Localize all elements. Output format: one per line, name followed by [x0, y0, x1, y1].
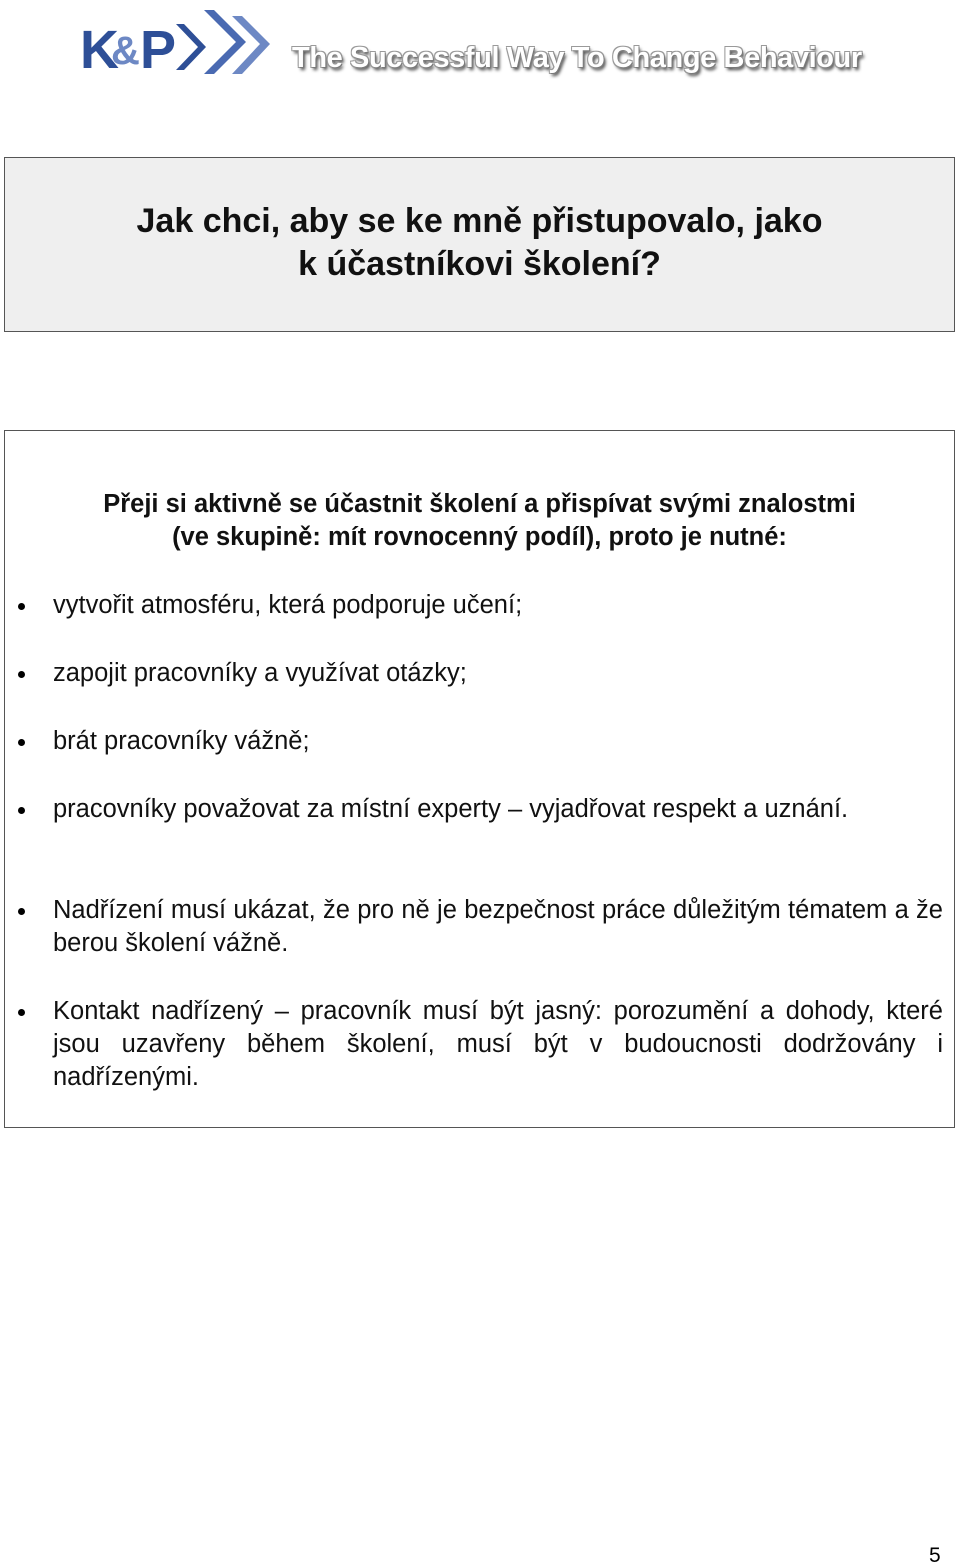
content-box: [4, 430, 955, 1128]
page-number: 5: [929, 1544, 941, 1567]
bullet-dot-icon: [18, 1009, 25, 1016]
title-line-2: k účastníkovi školení?: [298, 245, 661, 283]
bullet-dot-icon: [18, 603, 25, 610]
bullet-dot-icon: [18, 739, 25, 746]
kp-logo-letters: K: [80, 20, 113, 80]
bullet-dot-icon: [18, 908, 25, 915]
page-title: [5, 200, 954, 286]
list-item-text: Kontakt nadřízený – pracovník musí být jasný: porozumění a dohody, které jsou uzavřeny během školení, musí být v budoucnosti dodržovány i nadřízenými.: [53, 997, 943, 1091]
intro-line-1: Přeji si aktivně se účastnit školení a přispívat svými znalostmi: [103, 490, 856, 518]
kp-logo-p: P: [140, 20, 177, 80]
triple-chevron-arrows-icon: [176, 10, 270, 74]
list-item-text: pracovníky považovat za místní experty – vyjadřovat respekt a uznání.: [53, 795, 849, 823]
list-item-text: zapojit pracovníky a využívat otázky;: [53, 659, 467, 687]
list-item-text: vytvořit atmosféru, která podporuje učení;: [53, 591, 523, 619]
title-line-1: Jak chci, aby se ke mně přistupovalo, jako: [136, 202, 823, 240]
kp-logo-ampersand: &: [111, 29, 140, 73]
question-title-box: [4, 157, 955, 332]
bullet-dot-icon: [18, 807, 25, 814]
list-item-text: Nadřízení musí ukázat, že pro ně je bezpečnost práce důležitým tématem a že berou školení vážně.: [53, 896, 943, 957]
list-item-text: brát pracovníky vážně;: [53, 727, 310, 755]
header-tagline: The Successful Way To Change Behaviour: [292, 42, 862, 74]
bullet-dot-icon: [18, 671, 25, 678]
intro-line-2: (ve skupině: mít rovnocenný podíl), proto je nutné:: [172, 523, 787, 551]
kp-logo: [80, 10, 270, 80]
intro-text: [5, 488, 954, 554]
page-header: [0, 0, 960, 110]
